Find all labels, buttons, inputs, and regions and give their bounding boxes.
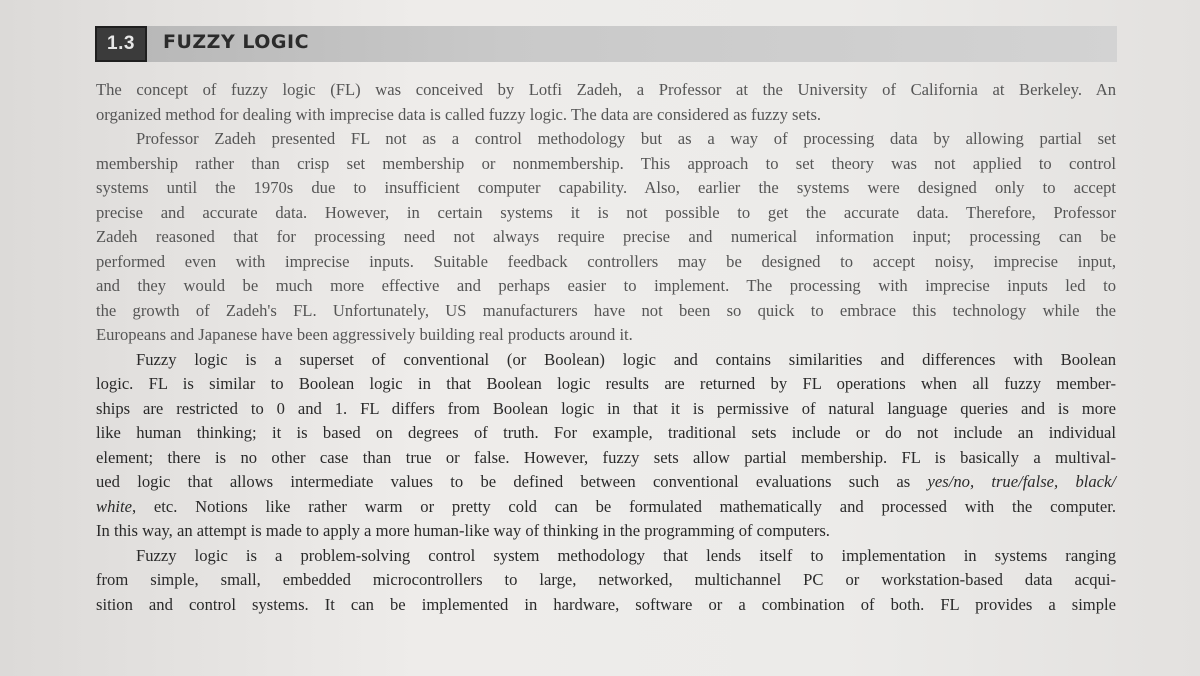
text-line: systems until the 1970s due to insufficient computer capability. Also, earlier the systems were designed only to accept	[96, 178, 1116, 197]
text-line-part: ued logic that allows intermediate values to be defined between conventional evaluations such as	[96, 472, 911, 491]
text-line: logic. FL is similar to Boolean logic in that Boolean logic results are returned by FL operations when all fuzzy member-	[96, 374, 1116, 393]
text-line: Europeans and Japanese have been aggressively building real products around it.	[96, 325, 633, 344]
body-text	[96, 78, 1116, 617]
text-line: Zadeh reasoned that for processing need not always require precise and numerical information input; processing can be	[96, 227, 1116, 246]
section-number: 1.3	[107, 33, 135, 54]
section-number-box	[95, 26, 147, 62]
text-line: the growth of Zadeh's FL. Unfortunately, US manufacturers have not been so quick to embrace this technology while the	[96, 300, 1116, 320]
italic-evaluations: yes/no, true/false, black/	[927, 472, 1116, 491]
text-line: precise and accurate data. However, in certain systems it is not possible to get the accurate data. Therefore, Professor	[96, 202, 1116, 222]
section-title: FUZZY LOGIC	[163, 31, 310, 53]
text-line	[96, 495, 1116, 520]
text-line: performed even with imprecise inputs. Suitable feedback controllers may be designed to accept noisy, imprecise input,	[96, 251, 1116, 271]
text-line: In this way, an attempt is made to apply a more human-like way of thinking in the programming of computers.	[96, 521, 830, 540]
text-line: The concept of fuzzy logic (FL) was conceived by Lotfi Zadeh, a Professor at the University of California at Berkeley. An	[96, 80, 1116, 99]
text-line: Professor Zadeh presented FL not as a control methodology but as a way of processing data by allowing partial set	[136, 129, 1116, 148]
text-line: element; there is no other case than true or false. However, fuzzy sets allow partial membership. FL is basically a multival-	[96, 447, 1116, 467]
text-line: like human thinking; it is based on degrees of truth. For example, traditional sets include or do not include an individual	[96, 423, 1116, 442]
text-line-part: , etc. Notions like rather warm or pretty cold can be formulated mathematically and processed with the computer.	[131, 496, 1116, 516]
text-line: Fuzzy logic is a problem-solving control system methodology that lends itself to implementation in systems ranging	[136, 545, 1116, 565]
italic-white: white	[96, 496, 132, 516]
text-line: Fuzzy logic is a superset of conventional (or Boolean) logic and contains similarities and differences with Boolean	[136, 349, 1116, 369]
text-line: ships are restricted to 0 and 1. FL differs from Boolean logic in that it is permissive of natural language queries and is more	[96, 398, 1116, 418]
text-line: membership rather than crisp set membership or nonmembership. This approach to set theory was not applied to control	[96, 153, 1116, 173]
text-line: sition and control systems. It can be implemented in hardware, software or a combination of both. FL provides a simple	[96, 594, 1116, 614]
text-line: from simple, small, embedded microcontrollers to large, networked, multichannel PC or workstation-based data acqui-	[96, 570, 1116, 589]
text-line: organized method for dealing with imprecise data is called fuzzy logic. The data are considered as fuzzy sets.	[96, 104, 822, 124]
text-line: and they would be much more effective and perhaps easier to implement. The processing with imprecise inputs led to	[96, 276, 1116, 295]
text-line	[96, 470, 1116, 495]
